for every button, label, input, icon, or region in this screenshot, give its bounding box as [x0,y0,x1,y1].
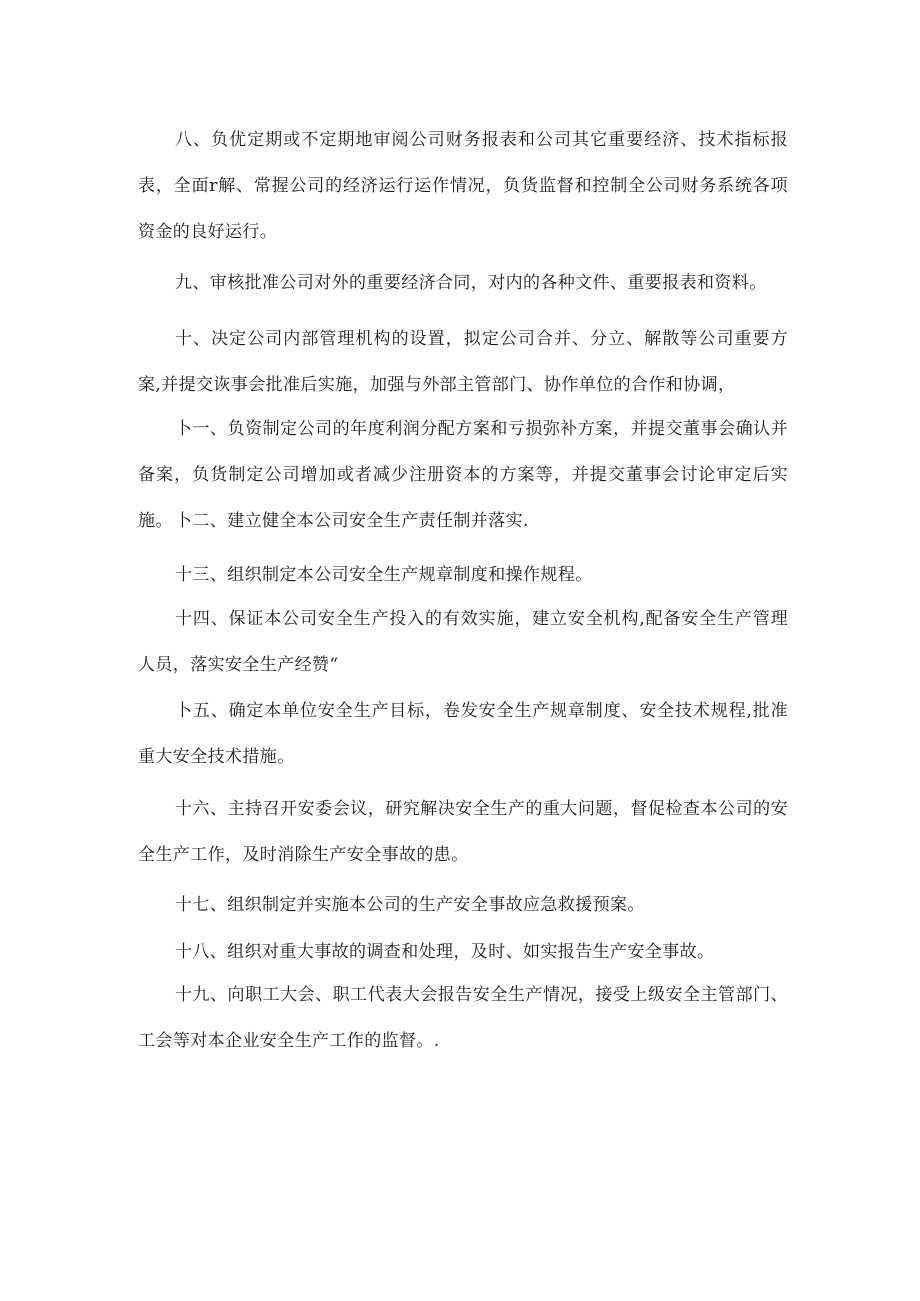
paragraph-19: 十九、向职工大会、职工代表大会报告安全生产情况，接受上级安全主管部门、工会等对本企业安全生产工作的监督。. [138,985,788,1051]
paragraph-13: 十三、组织制定本公司安全生产规章制度和操作规程。 [175,565,593,585]
paragraph-18: 十八、组织对重大事故的调查和处理，及时、如实报告生产安全事故。 [175,942,715,962]
paragraph-12: 卜二、建立健全本公司安全生产责任制并落实. [175,511,529,531]
paragraph-17: 十七、组织制定并实施本公司的生产安全事故应急救援预案。 [175,895,645,915]
paragraph-16: 十六、主持召开安委会议，研究解决安全生产的重大问题，督促检查本公司的安全生产工作，及时消除生产安全事故的患。 [138,799,788,865]
paragraph-11: 卜一、负资制定公司的年度利润分配方案和亏损弥补方案，并提交董事会确认并备案，负货制定公司增加或者减少注册资本的方案等，并提交董事会讨论审定后实施。 [138,419,788,531]
paragraph-10: 十、决定公司内部管理机构的设置，拟定公司合并、分立、解散等公司重要方案,并提交诙事会批准后实施，加强与外部主管部门、协作单位的合作和协调， [138,329,788,395]
paragraph-8: 八、负优定期或不定期地审阅公司财务报表和公司其它重要经济、技术指标报表，全面r解、常握公司的经济运行运作情况，负货监督和控制全公司财务系统各项资金的良好运行。 [138,130,788,242]
paragraph-9: 九、审核批准公司对外的重要经济合同，对内的各种文件、重要报表和资料。 [175,273,767,293]
paragraph-15: 卜五、确定本单位安全生产目标，卷发安全生产规章制度、安全技术规程,批准重大安全技术措施。 [138,701,788,767]
paragraph-14: 十四、保证本公司安全生产投入的有效实施，建立安全机构,配备安全生产管理人员，落实安全生产经赞“ [138,609,788,675]
